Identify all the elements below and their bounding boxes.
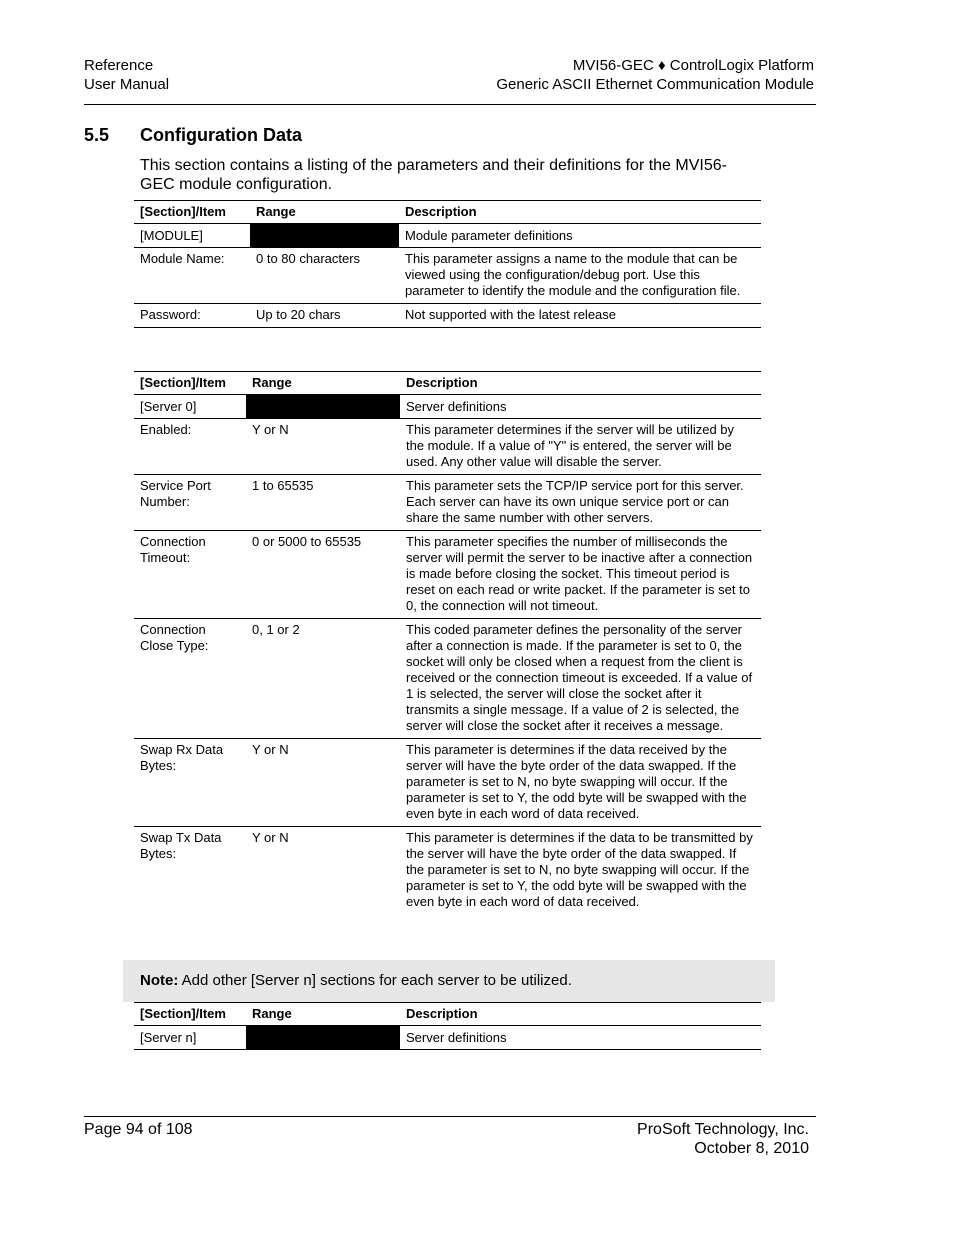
param-description: This parameter assigns a name to the module that can be viewed using the configuration/debug port. Use this parameter to identify the module and the configuration file.: [399, 248, 761, 304]
header-product-desc: Generic ASCII Ethernet Communication Module: [496, 76, 814, 93]
param-description: This parameter is determines if the data to be transmitted by the server will have the byte order of the data swapped. If the parameter is set to N, no byte swapping will occur. If the parameter is set to Y, the odd byte will be swapped with the even byte in each word of data received.: [406, 830, 753, 909]
note-box: [123, 960, 775, 1002]
param-name: Enabled:: [134, 419, 246, 475]
running-header-right: [496, 56, 814, 94]
note-body: Add other [Server n] sections for each server to be utilized.: [181, 972, 572, 989]
col-header-range: Range: [246, 1003, 400, 1026]
col-header-item: [Section]/Item: [134, 1003, 246, 1026]
table-row: [134, 304, 761, 328]
note-label: Note:: [140, 972, 179, 989]
header-product: MVI56-GEC ♦ ControlLogix Platform: [572, 57, 814, 74]
header-divider: [84, 104, 816, 105]
col-header-description: Description: [400, 1003, 761, 1026]
section-item: [Server n]: [134, 1026, 246, 1050]
col-header-description: Description: [400, 372, 761, 395]
param-name: Password:: [134, 304, 250, 328]
footer-right: [637, 1120, 809, 1158]
param-range: Up to 20 chars: [250, 304, 399, 328]
table-row: [134, 739, 761, 827]
param-name: Connection Close Type:: [134, 619, 246, 739]
section-range-blank: [250, 224, 399, 248]
table-header-row: [134, 201, 761, 224]
section-row: [134, 1026, 761, 1050]
param-description: This parameter specifies the number of milliseconds the server will permit the server to be inactive after a connection is made before closing the socket. This timeout period is reset on each read or write packet. If the parameter is set to 0, the connection will not timeout.: [400, 531, 761, 619]
section-title: Configuration Data: [140, 125, 302, 145]
server-parameters-table: [134, 371, 761, 913]
table-row: [134, 531, 761, 619]
table-row: [134, 475, 761, 531]
param-name: Service Port Number:: [134, 475, 246, 531]
running-header-left: [84, 56, 169, 94]
param-range: 0 to 80 characters: [250, 248, 399, 304]
footer-company: ProSoft Technology, Inc.: [637, 1121, 809, 1138]
col-header-range: Range: [246, 372, 400, 395]
table-row: [134, 419, 761, 475]
table-row: [134, 248, 761, 304]
footer-divider: [84, 1116, 816, 1117]
param-range: Y or N: [252, 830, 289, 845]
page-number: Page 94 of 108: [84, 1121, 193, 1138]
param-description: This parameter sets the TCP/IP service port for this server. Each server can have its own unique service port or can share the same number with other servers.: [400, 475, 761, 531]
param-description: Not supported with the latest release: [399, 304, 761, 328]
section-item: [Server 0]: [134, 395, 246, 419]
section-description: Server definitions: [400, 395, 761, 419]
param-range: 1 to 65535: [246, 475, 400, 531]
header-chapter: Reference: [84, 57, 154, 74]
header-manual: User Manual: [84, 76, 170, 93]
table-row: [134, 827, 761, 914]
param-name: Module Name:: [134, 248, 250, 304]
param-range: Y or N: [246, 419, 400, 475]
param-name: Swap Tx Data Bytes:: [140, 830, 222, 861]
param-range: Y or N: [246, 739, 400, 827]
param-description: This parameter is determines if the data received by the server will have the byte order of the data swapped. If the parameter is set to N, no byte swapping will occur. If the parameter is set to Y, the odd byte will be swapped with the even byte in each word of data received.: [400, 739, 761, 827]
section-description: Module parameter definitions: [399, 224, 761, 248]
param-range: 0 or 5000 to 65535: [246, 531, 400, 619]
param-description: This coded parameter defines the personality of the server after a connection is made. If the parameter is set to 0, the socket will only be closed when a request from the client is received or the connection timeout is exceeded. If a value of 1 is selected, the server will close the socket after it transmits a single message. If a value of 2 is selected, the server will close the socket after it receives a message.: [400, 619, 761, 739]
section-row: [134, 395, 761, 419]
note-text: [140, 972, 572, 989]
col-header-item: [Section]/Item: [134, 372, 246, 395]
col-header-range: Range: [250, 201, 399, 224]
module-parameters-table: [134, 200, 761, 328]
footer-date: October 8, 2010: [694, 1140, 809, 1157]
table-header-row: [134, 1003, 761, 1026]
section-item: [MODULE]: [134, 224, 250, 248]
section-range-blank: [246, 395, 400, 419]
section-intro: This section contains a listing of the parameters and their definitions for the MVI56-GEC module configuration.: [140, 157, 727, 193]
param-description: This parameter determines if the server will be utilized by the module. If a value of "Y" is entered, the server will be used. Any other value will disable the server.: [400, 419, 761, 475]
section-heading: [84, 125, 302, 146]
section-description: Server definitions: [400, 1026, 761, 1050]
section-range-blank: [246, 1026, 400, 1050]
col-header-description: Description: [399, 201, 761, 224]
col-header-item: [Section]/Item: [134, 201, 250, 224]
server-n-table: [134, 1002, 761, 1050]
param-name: Swap Rx Data Bytes:: [134, 739, 246, 827]
param-range: 0, 1 or 2: [246, 619, 400, 739]
section-number: 5.5: [84, 125, 110, 145]
param-name: Connection Timeout:: [134, 531, 246, 619]
section-row: [134, 224, 761, 248]
table-row: [134, 619, 761, 739]
table-header-row: [134, 372, 761, 395]
